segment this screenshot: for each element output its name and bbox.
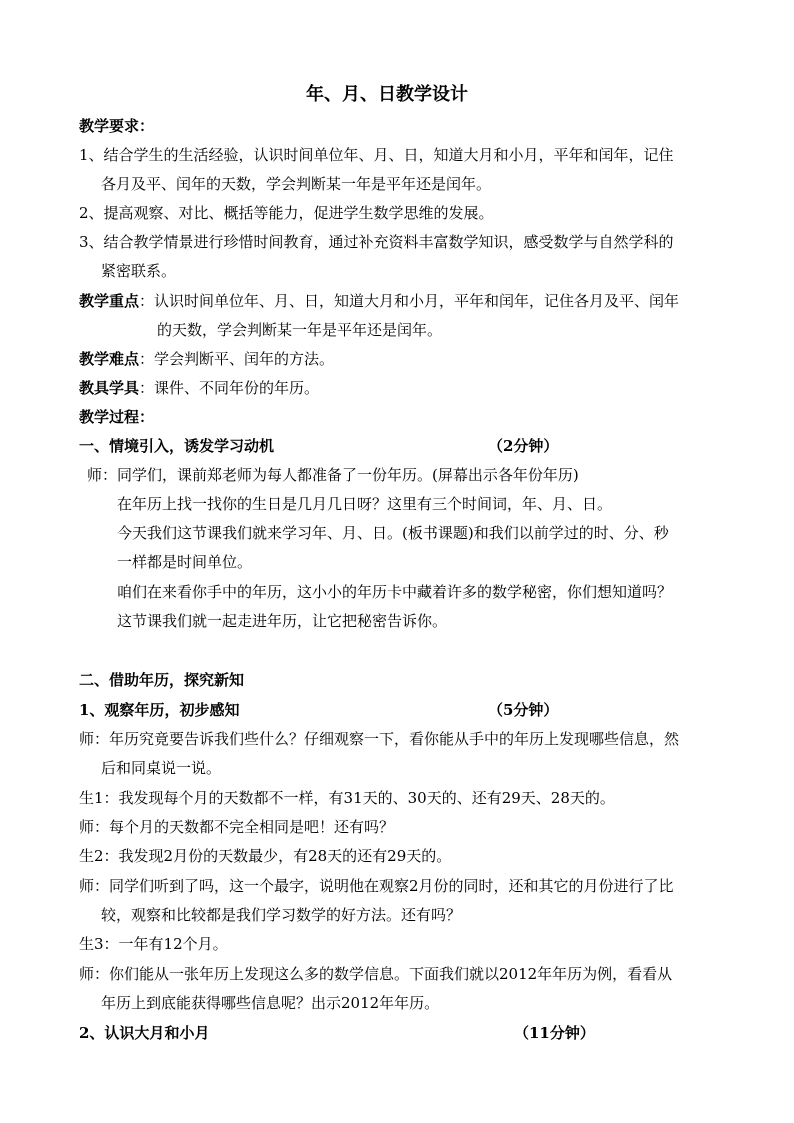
dialogue-line: 师：你们能从一张年历上发现这么多的数学信息。下面我们就以2012年年历为例，看看从 xyxy=(79,965,673,983)
difficulty-label: 教学难点 xyxy=(79,350,140,368)
dialogue-line: 后和同桌说一说。 xyxy=(101,759,222,777)
difficulty xyxy=(79,349,334,369)
dialogue-line: 咱们在来看你手中的年历，这小小的年历卡中藏着许多的数学秘密，你们想知道吗？ xyxy=(117,583,673,601)
section-2-1-title: 1、观察年历，初步感知 xyxy=(79,701,240,719)
tools-text: ：课件、不同年份的年历。 xyxy=(139,379,320,397)
requirement-line: 各月及平、闰年的天数，学会判断某一年是平年还是闰年。 xyxy=(101,175,492,193)
dialogue-line: 生2：我发现2月份的天数最少，有28天的还有29天的。 xyxy=(79,847,452,865)
requirement-line: 1、结合学生的生活经验，认识时间单位年、月、日，知道大月和小月，平年和闰年，记住 xyxy=(79,146,674,164)
section-2-title: 二、借助年历，探究新知 xyxy=(79,671,245,689)
dialogue-line: 在年历上找一找你的生日是几月几日呀？这里有三个时间词，年、月、日。 xyxy=(117,495,613,513)
section-1-title: 一、情境引入，诱发学习动机 xyxy=(79,437,275,455)
requirement-line: 紧密联系。 xyxy=(101,262,177,280)
requirement-line: 2、提高观察、对比、概括等能力，促进学生数学思维的发展。 xyxy=(79,204,494,222)
tools-label: 教具学具 xyxy=(79,379,140,397)
section-2-2-title: 2、认识大月和小月 xyxy=(79,1024,210,1042)
process-heading: 教学过程： xyxy=(79,408,155,426)
doc-title: 年、月、日教学设计 xyxy=(306,84,468,105)
requirements-heading: 教学要求： xyxy=(79,117,155,135)
key-points-label: 教学重点 xyxy=(79,292,140,310)
dialogue-line: 年历上到底能获得哪些信息呢？出示2012年年历。 xyxy=(101,994,440,1012)
dialogue-line: 今天我们这节课我们就来学习年、月、日。(板书课题)和我们以前学过的时、分、秒 xyxy=(117,524,669,542)
dialogue-line: 师：年历究竟要告诉我们些什么？仔细观察一下，看你能从手中的年历上发现哪些信息，然 xyxy=(79,730,680,748)
requirement-line: 3、结合教学情景进行珍惜时间教育，通过补充资料丰富数学知识，感受数学与自然学科的 xyxy=(79,233,674,251)
dialogue-line: 师：同学们听到了吗，这一个最字，说明他在观察2月份的同时，还和其它的月份进行了比 xyxy=(79,877,674,895)
key-points-text-cont: 的天数，学会判断某一年是平年还是闰年。 xyxy=(157,321,443,339)
section-2-2-duration: （11分钟） xyxy=(514,1024,595,1042)
dialogue-line: 师：每个月的天数都不完全相同是吧！还有吗？ xyxy=(79,818,395,836)
dialogue-line: 生1：我发现每个月的天数都不一样，有31天的、30天的、还有29天、28天的。 xyxy=(79,789,615,807)
dialogue-line: 这节课我们就一起走进年历，让它把秘密告诉你。 xyxy=(117,612,448,630)
dialogue-line: 一样都是时间单位。 xyxy=(117,553,253,571)
dialogue-line: 较，观察和比较都是我们学习数学的好方法。还有吗？ xyxy=(101,906,462,924)
section-2-1-duration: （5分钟） xyxy=(488,701,559,719)
section-1-duration: （2分钟） xyxy=(488,437,559,455)
key-points-text: ：认识时间单位年、月、日，知道大月和小月，平年和闰年，记住各月及平、闰年 xyxy=(139,292,680,310)
dialogue-line: 生3：一年有12个月。 xyxy=(79,935,228,953)
key-points xyxy=(79,291,679,311)
teaching-tools xyxy=(79,378,319,398)
dialogue-line: 师：同学们，课前郑老师为每人都准备了一份年历。(屏幕出示各年份年历) xyxy=(87,466,579,484)
difficulty-text: ：学会判断平、闰年的方法。 xyxy=(139,350,335,368)
